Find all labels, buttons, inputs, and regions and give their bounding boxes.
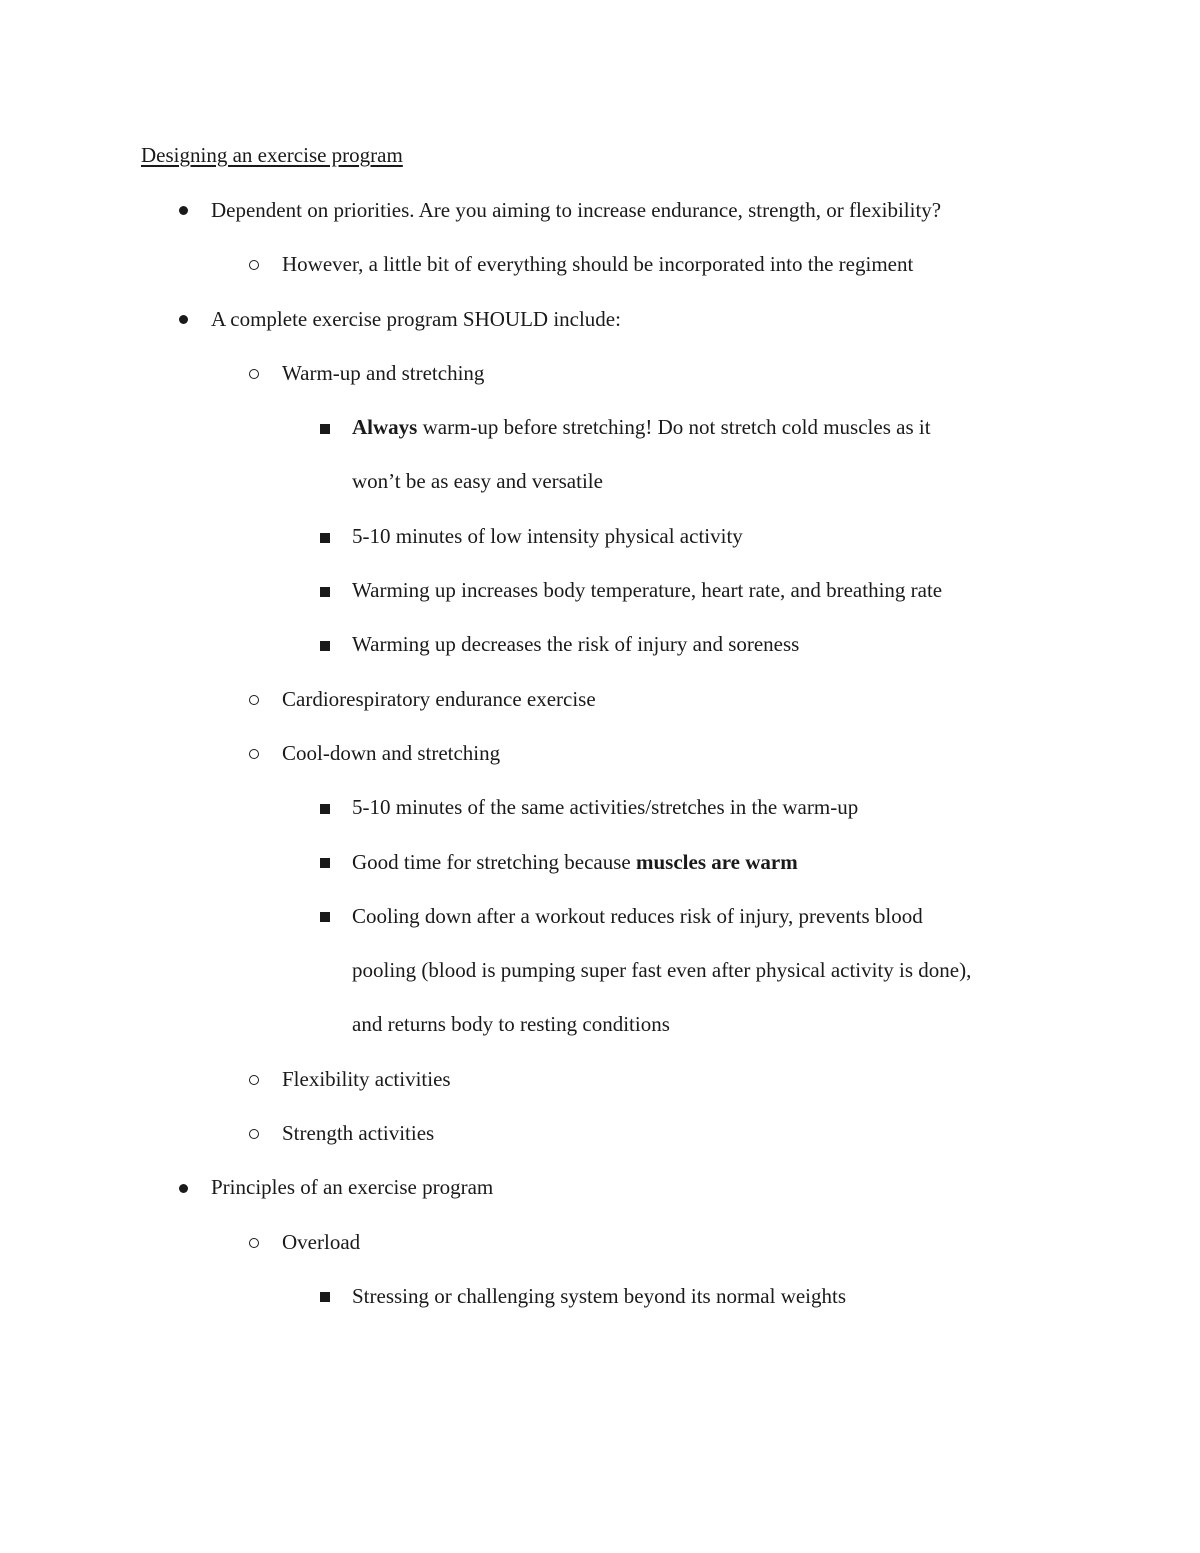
list-item-text: Good time for stretching because [352,850,636,874]
list-item-continuation: pooling (blood is pumping super fast even after physical activity is done), [352,958,972,982]
list-item: Warming up decreases the risk of injury and soreness [352,632,800,656]
list-item: 5-10 minutes of the same activities/stretches in the warm-up [352,795,859,819]
bullet-square [320,587,330,597]
bullet-square [320,424,330,434]
list-item-continuation: won’t be as easy and versatile [352,469,603,493]
list-item: Warm-up and stretching [282,361,485,385]
bullet-square [320,1292,330,1302]
bullet-square [320,804,330,814]
emphasis-text: muscles are warm [636,850,798,874]
list-item-continuation: and returns body to resting conditions [352,1012,670,1036]
list-item: However, a little bit of everything should be incorporated into the regiment [282,252,914,276]
list-item: 5-10 minutes of low intensity physical activity [352,524,743,548]
document-title: Designing an exercise program [141,143,403,167]
bullet-disc [179,315,188,324]
list-item [352,849,798,875]
bullet-square [320,533,330,543]
list-item: Cooling down after a workout reduces risk of injury, prevents blood [352,904,923,928]
list-item: Warming up increases body temperature, heart rate, and breathing rate [352,578,943,602]
list-item [352,414,931,440]
list-item: Cardiorespiratory endurance exercise [282,687,596,711]
bullet-square [320,912,330,922]
list-item: Flexibility activities [282,1067,451,1091]
bullet-circle [249,1075,259,1085]
bullet-circle [249,260,259,270]
bullet-square [320,641,330,651]
bullet-circle [249,369,259,379]
bullet-circle [249,1238,259,1248]
list-item: Dependent on priorities. Are you aiming to increase endurance, strength, or flexibility? [211,198,942,222]
list-item: Cool-down and stretching [282,741,501,765]
list-item: Stressing or challenging system beyond its normal weights [352,1284,847,1308]
bullet-disc [179,1184,188,1193]
list-item: Strength activities [282,1121,435,1145]
bullet-disc [179,206,188,215]
bullet-circle [249,749,259,759]
list-item-text: warm-up before stretching! Do not stretch cold muscles as it [417,415,931,439]
list-item: A complete exercise program SHOULD include: [211,307,621,331]
list-item: Principles of an exercise program [211,1175,494,1199]
bullet-circle [249,695,259,705]
bullet-square [320,858,330,868]
bullet-circle [249,1129,259,1139]
emphasis-text: Always [352,415,418,439]
list-item: Overload [282,1230,361,1254]
